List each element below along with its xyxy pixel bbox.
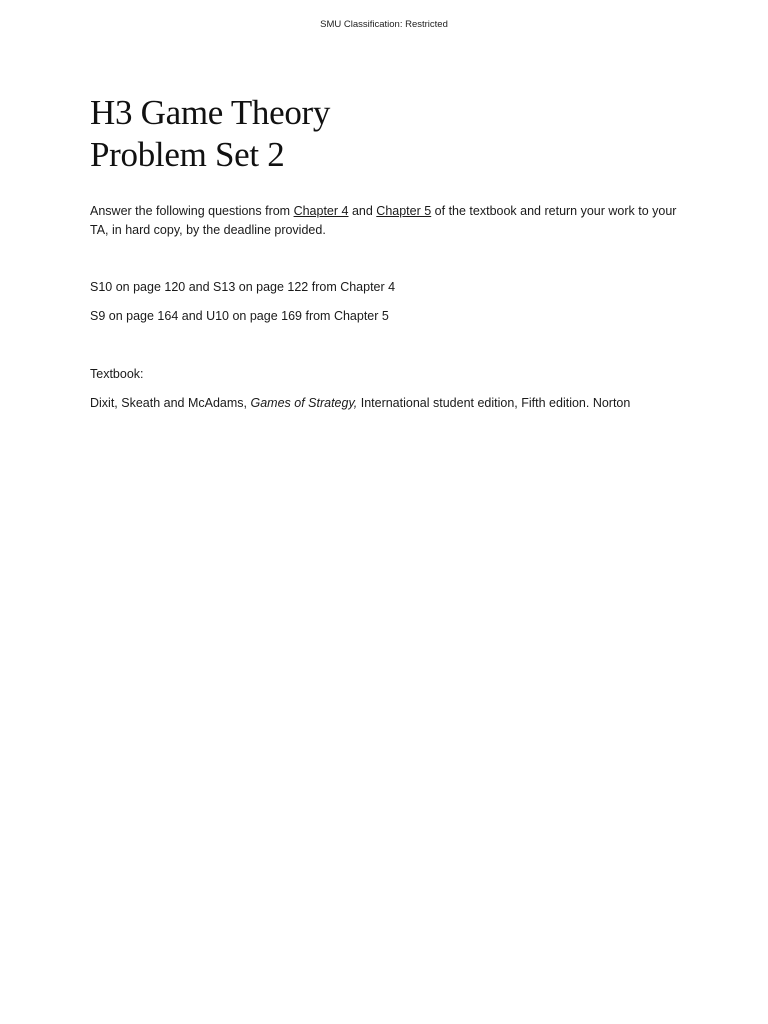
assignment-item: S10 on page 120 and S13 on page 122 from Chapter 4 <box>90 280 396 294</box>
document-title-line-1: H3 Game Theory <box>90 93 331 132</box>
textbook-details: International student edition, Fifth edition. Norton <box>357 396 631 410</box>
classification-header: SMU Classification: Restricted <box>320 19 448 30</box>
textbook-title: Games of Strategy, <box>250 396 358 410</box>
textbook-authors: Dixit, Skeath and McAdams, <box>90 396 251 410</box>
textbook-reference <box>90 394 680 413</box>
chapter-5-link[interactable]: Chapter 5 <box>376 204 432 218</box>
document-title-line-2: Problem Set 2 <box>90 135 285 174</box>
textbook-label: Textbook: <box>90 367 144 381</box>
intro-paragraph <box>90 202 680 240</box>
intro-text-2: and <box>348 204 377 218</box>
document-body <box>90 92 680 413</box>
intro-text-1: Answer the following questions from <box>90 204 294 218</box>
chapter-4-link[interactable]: Chapter 4 <box>293 204 349 218</box>
intro-text-3: of the textbook and return your work to your TA, in hard copy, by the deadline provided. <box>90 204 677 237</box>
assignment-item: S9 on page 164 and U10 on page 169 from Chapter 5 <box>90 309 389 323</box>
